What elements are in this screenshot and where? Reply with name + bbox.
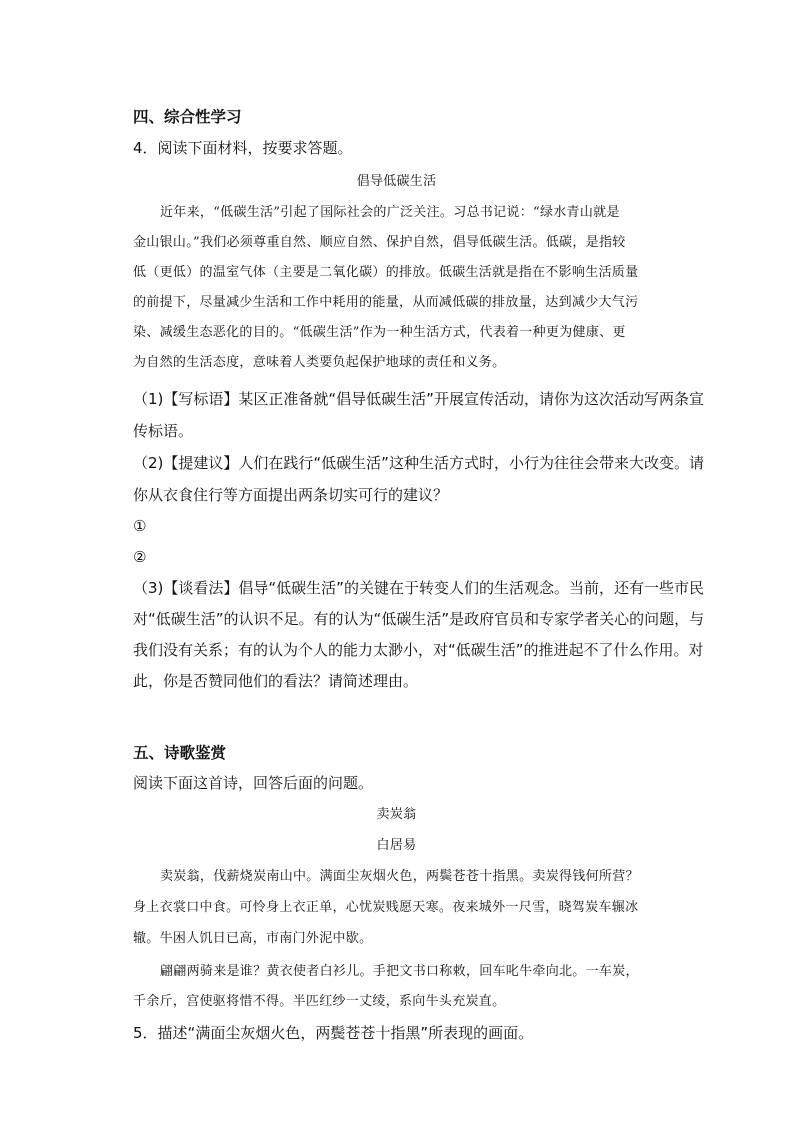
material-line: 的前提下，尽量减少生活和工作中耗用的能量，从而减低碳的排放量，达到减少大气污 bbox=[133, 295, 639, 310]
subquestion-3-cont: 对“低碳生活”的认识不足。有的认为“低碳生活”是政府官员和专家学者关心的问题，与 bbox=[133, 610, 705, 628]
subquestion-2: （2)【提建议】人们在践行“低碳生活”这种生活方式时，小行为往往会带来大改变。请 bbox=[133, 454, 704, 472]
material-line: 近年来，“低碳生活”引起了国际社会的广泛关注。习总书记说：“绿水青山就是 bbox=[160, 205, 620, 220]
material-line: 染、减缓生态恶化的目的。“低碳生活”作为一种生活方式，代表着一种更为健康、更 bbox=[133, 325, 626, 340]
subquestion-3-cont: 此，你是否赞同他们的看法？请简述理由。 bbox=[133, 672, 419, 690]
subquestion-3-cont: 我们没有关系；有的认为个人的能力太渺小，对“低碳生活”的推进起不了什么作用。对 bbox=[133, 641, 704, 659]
material-line: 为自然的生活态度，意味着人类要负起保护地球的责任和义务。 bbox=[133, 355, 506, 370]
material-line: 金山银山。”我们必须尊重自然、顺应自然、保护自然，倡导低碳生活。低碳，是指较 bbox=[133, 235, 626, 250]
answer-mark-1: ① bbox=[133, 517, 147, 535]
poem-author: 白居易 bbox=[376, 838, 417, 853]
answer-mark-2: ② bbox=[133, 548, 147, 566]
subquestion-1: （1)【写标语】某区正准备就“倡导低碳生活”开展宣传活动，请你为这次活动写两条宣 bbox=[133, 390, 704, 408]
poem-line: 翩翩两骑来是谁？黄衣使者白衫儿。手把文书口称敕，回车叱牛牵向北。一车炭， bbox=[160, 964, 639, 979]
section5-heading: 五、诗歌鉴赏 bbox=[133, 744, 227, 762]
poem-line: 辙。牛困人饥日已高，市南门外泥中歇。 bbox=[133, 931, 373, 946]
subquestion-1-cont: 传标语。 bbox=[133, 422, 194, 440]
poem-line: 卖炭翁，伐薪烧炭南山中。满面尘灰烟火色，两鬓苍苍十指黑。卖炭得钱何所营？ bbox=[160, 869, 639, 884]
material-title: 倡导低碳生活 bbox=[356, 174, 437, 189]
poem-title: 卖炭翁 bbox=[376, 807, 417, 822]
subquestion-2-cont: 你从衣食住行等方面提出两条切实可行的建议？ bbox=[133, 486, 449, 504]
section4-heading: 四、综合性学习 bbox=[133, 108, 242, 126]
poem-line: 千余斤，宫使驱将惜不得。半匹红纱一丈绫，系向牛头充炭直。 bbox=[133, 994, 506, 1009]
question4-prompt: 4．阅读下面材料，按要求答题。 bbox=[133, 139, 353, 157]
section5-intro: 阅读下面这首诗，回答后面的问题。 bbox=[133, 774, 374, 792]
subquestion-3: （3)【谈看法】倡导“低碳生活”的关键在于转变人们的生活观念。当前，还有一些市民 bbox=[133, 579, 704, 597]
material-line: 低（更低）的温室气体（主要是二氧化碳）的排放。低碳生活就是指在不影响生活质量 bbox=[133, 265, 639, 280]
poem-line: 身上衣裳口中食。可怜身上衣正单，心忧炭贱愿天寒。夜来城外一尺雪，晓驾炭车辗冰 bbox=[133, 900, 639, 915]
question5-prompt: 5．描述“满面尘灰烟火色，两鬓苍苍十指黑”所表现的画面。 bbox=[133, 1024, 534, 1042]
